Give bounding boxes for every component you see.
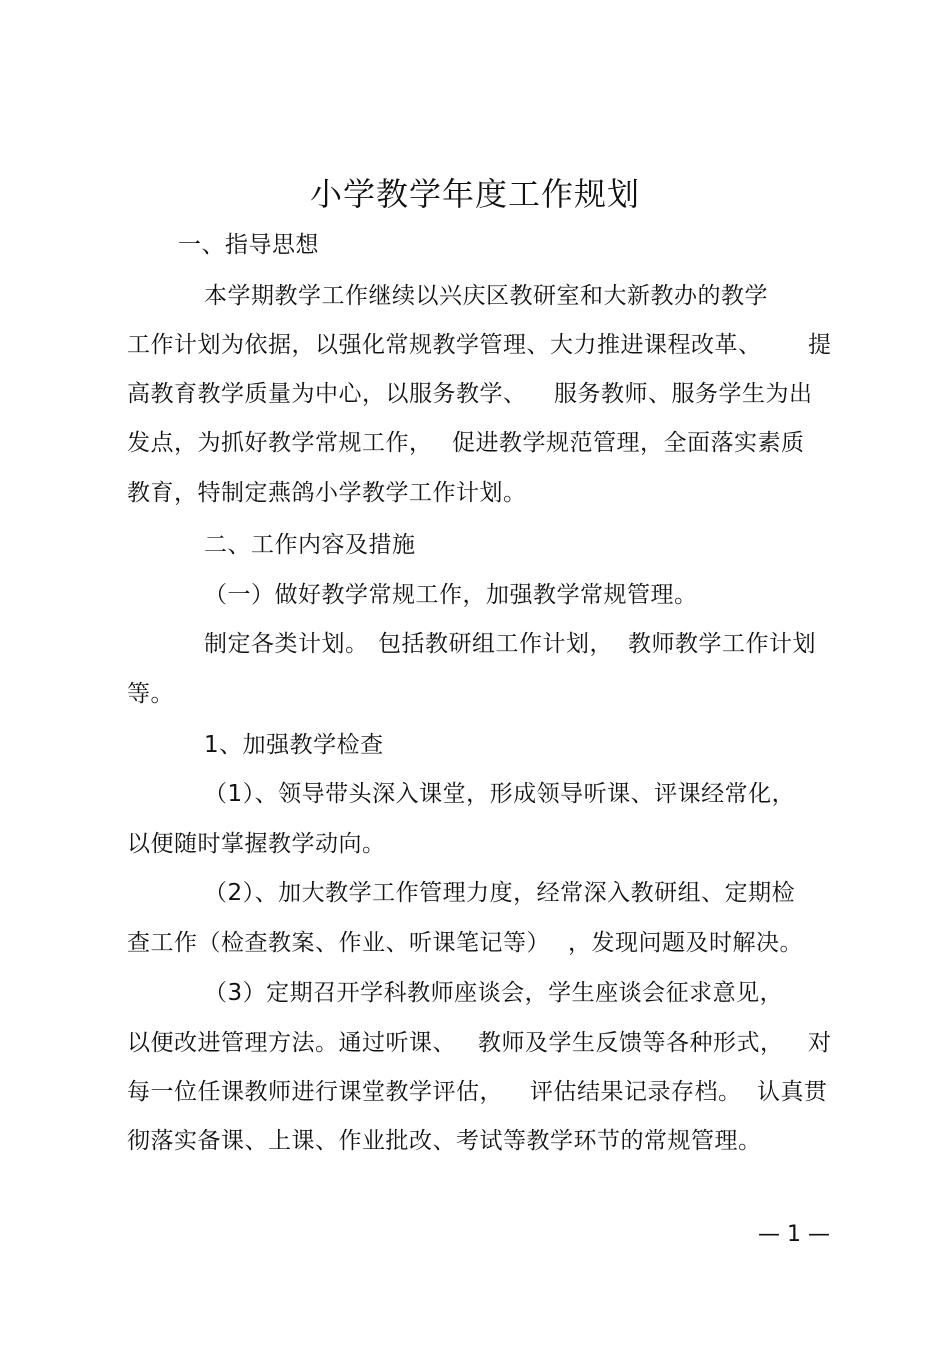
paragraph-line: ，发现问题及时解决。 — [568, 930, 803, 956]
paragraph-line: 教师及学生反馈等各种形式， — [478, 1030, 784, 1056]
paragraph-line: 教育，特制定燕鸽小学教学工作计划。 — [127, 480, 527, 506]
subsection-heading: （一）做好教学常规工作，加强教学常规管理。 — [204, 582, 698, 608]
paragraph-line: 高教育教学质量为中心，以服务教学、 — [127, 381, 527, 407]
paragraph-line: 教师教学工作计划 — [628, 631, 816, 657]
paragraph-line: 服务教师、服务学生为出 — [554, 381, 813, 407]
paragraph-line: 发点，为抓好教学常规工作， — [127, 430, 433, 456]
paragraph-line: 包括教研组工作计划， — [378, 631, 613, 657]
paragraph-line: 查工作（检查教案、作业、听课笔记等） — [127, 930, 550, 956]
paragraph-line: 工作计划为依据，以强化常规教学管理、大力推进课程改革、 — [127, 332, 762, 358]
paragraph-line: 认真贯 — [757, 1079, 828, 1105]
paragraph-line: 以便改进管理方法。通过听课、 — [127, 1030, 456, 1056]
paragraph-line: 彻落实备课、上课、作业批改、考试等教学环节的常规管理。 — [127, 1128, 762, 1154]
paragraph-line: 促进教学规范管理，全面落实素质 — [452, 430, 805, 456]
item-heading: 1、加强教学检查 — [204, 732, 384, 758]
paragraph-line: 以便随时掌握教学动向。 — [127, 831, 386, 857]
document-title: 小学教学年度工作规划 — [309, 175, 640, 213]
paragraph-line: 对 — [808, 1030, 832, 1056]
paragraph-line: 评估结果记录存档。 — [530, 1079, 742, 1105]
section-heading-guiding-ideology: 一、指导思想 — [178, 232, 319, 258]
paragraph-line: （2）、加大教学工作管理力度，经常深入教研组、定期检 — [204, 880, 796, 906]
paragraph-line: （3）定期召开学科教师座谈会，学生座谈会征求意见， — [204, 980, 784, 1006]
paragraph-line: （1）、领导带头深入课堂，形成领导听课、评课经常化， — [204, 781, 796, 807]
section-heading-work-content: 二、工作内容及措施 — [204, 532, 416, 558]
paragraph-line: 每一位任课教师进行课堂教学评估， — [127, 1079, 503, 1105]
paragraph-line: 本学期教学工作继续以兴庆区教研室和大新教办的教学 — [204, 283, 768, 309]
paragraph-line: 提 — [808, 332, 832, 358]
page-number: — 1 — — [758, 1222, 830, 1247]
paragraph-line: 制定各类计划。 — [204, 631, 369, 657]
paragraph-line: 等。 — [127, 681, 174, 707]
